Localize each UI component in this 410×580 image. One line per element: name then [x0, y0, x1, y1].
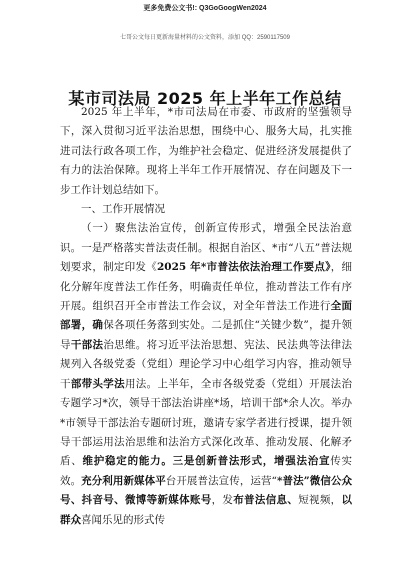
text-run-bold: 全面部署，确 — [60, 300, 352, 332]
text-run-bold: 2025 年*市普法依法治理工作要点》 — [156, 261, 331, 274]
section-paragraph — [60, 219, 352, 530]
text-run: 用法。上半年，全市各级党委（党组）开展法治专题学习*次，领导干部法治讲座*场，培训干部*余人次。举办*市领导干部法治专题研讨班，邀请专家学者进行授课，提升领导干部运用法治思维和法治方式深化改革、推动发展、化解矛盾、 — [60, 377, 353, 468]
text-run: 传实效。 — [60, 455, 353, 487]
text-run-bold: *普法”微信公众号、抖音号、微博等新媒体账号 — [60, 474, 353, 507]
intro-paragraph: 2025 年上半年，*市司法局在市委、市政府的坚强领导下，深入贯彻习近平法治思想，围绕中心、服务大局，扎实推进司法行政各项工作，为维护社会稳定、促进经济发展提供了有力的法治保障。现将上半年工作开展情况、存在问题及下一步工作计划总结如下。 — [60, 106, 352, 196]
text-run-bold: 以群众 — [60, 494, 353, 526]
document-title: 某市司法局 2025 年上半年工作总结 — [68, 89, 342, 108]
text-run: 短视频， — [298, 494, 342, 507]
text-run: 喜闻乐见的形式传 — [81, 513, 165, 526]
text-run: （一）聚焦法治宣传，创新宣传形式，增强全民法治意识。一是严格落实普法责任制。根据自治区、*市“八五”普法规划要求，制定印发《 — [60, 222, 352, 274]
text-run: 台开展普法宣传，运营“ — [165, 474, 277, 487]
document-body — [60, 103, 352, 530]
text-run-bold: 三是创新普法形式， — [172, 455, 274, 468]
text-run-bold: 部带头学法 — [70, 377, 125, 390]
text-run-bold: 干部法 — [70, 338, 104, 351]
promo-subheader: 七哥公文每日更新海量材料的公文资料，添加 QQ：2590117509 — [120, 35, 290, 41]
text-run: ，细化分解年度普法工作任务，明确责任单位，推动普法工作有序开展。组织召开全市普法工作会议，对全年普法工作进行 — [60, 261, 353, 313]
text-run: 保各项任务落到实处。二是抓住“关键少数”，提升领导 — [60, 319, 352, 351]
section-heading: 一、工作开展情况 — [81, 203, 165, 216]
text-run-bold: 维护稳定的能力。 — [82, 455, 173, 468]
text-run: 治思维。将习近平法治思想、宪法、民法典等法律法规列入各级党委（党组）理论学习中心组学习内容，推动领导干 — [60, 338, 353, 390]
promo-header: 更多免费公文书!: Q3GoGoogWen2024 — [143, 5, 267, 12]
text-run: ，发 — [211, 494, 234, 507]
text-run-bold: 充分利用新媒体平 — [81, 474, 166, 487]
text-run-bold: 增强法治宣 — [273, 455, 331, 468]
text-run-bold: 布普法信息、 — [233, 494, 299, 507]
